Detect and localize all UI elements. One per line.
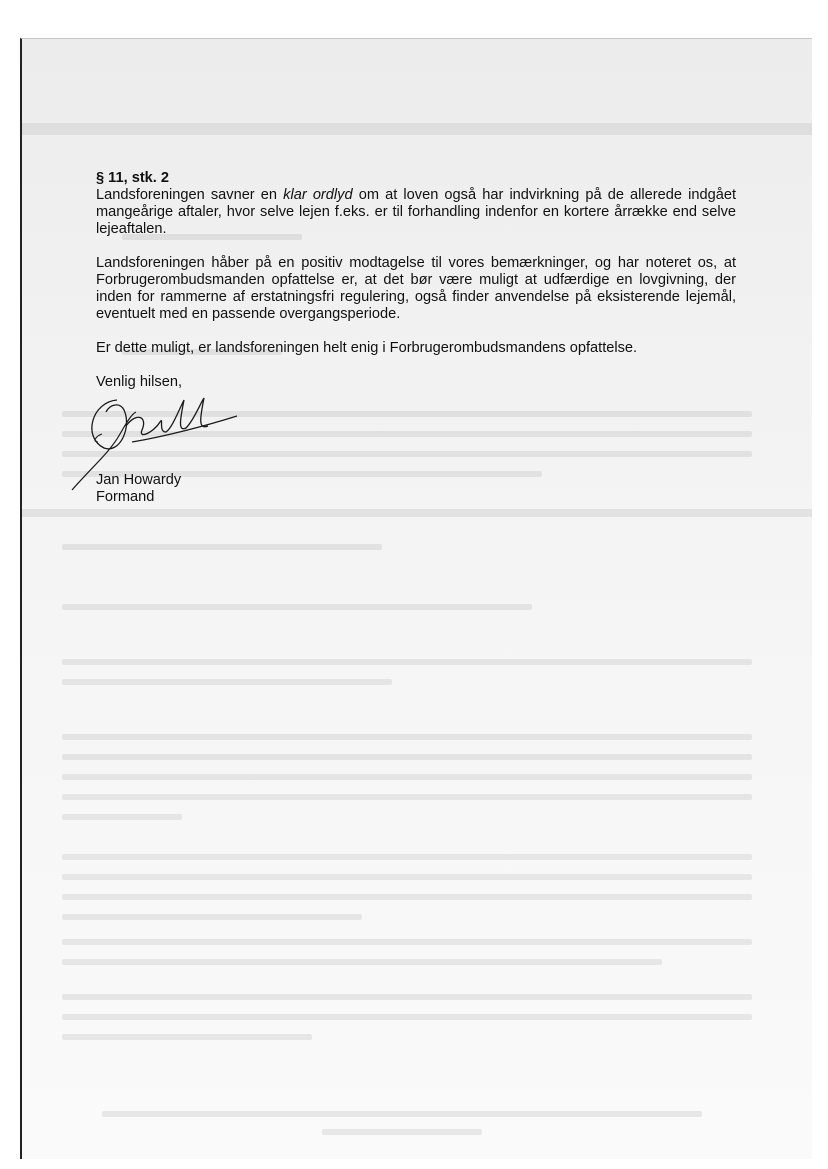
background-band xyxy=(22,123,812,135)
background-line xyxy=(62,794,752,800)
background-line xyxy=(62,914,362,920)
background-line xyxy=(62,894,752,900)
background-line xyxy=(62,939,752,945)
background-line xyxy=(62,1034,312,1040)
signer-title: Formand xyxy=(96,488,155,505)
letter-body xyxy=(96,170,736,506)
paragraph-text: om at loven også har indvirkning på de allerede indgået mangeårige aftaler, hvor selve lejen f.eks. er til forhandling indenfor en kortere årrække end selve lejeaftalen. xyxy=(96,187,736,237)
signature-block xyxy=(96,406,736,472)
background-band xyxy=(22,509,812,517)
background-line xyxy=(322,1129,482,1135)
background-line xyxy=(62,1014,752,1020)
background-line xyxy=(62,774,752,780)
background-line xyxy=(62,874,752,880)
background-line xyxy=(62,659,752,665)
background-line xyxy=(62,604,532,610)
background-line xyxy=(62,854,752,860)
paragraph-modtagelse: Landsforeningen håber på en positiv modtagelse til vores bemærkninger, og har noteret os, at Forbrugerombudsmanden opfattelse er, at det bør være muligt at udfærdige en lovgivning, der inden for rammerne af erstatningsfri regulering, også finder anvendelse på eksisterende lejemål, eventuelt med en passende overgangsperiode. xyxy=(96,255,736,322)
paragraph-conclusion: Er dette muligt, er landsforeningen helt enig i Forbrugerombudsmandens opfattelse. xyxy=(96,340,638,356)
closing-greeting: Venlig hilsen, xyxy=(96,374,183,390)
background-line xyxy=(62,959,662,965)
paragraph-ordlyd xyxy=(96,187,736,238)
paragraph-text: Landsforeningen savner en xyxy=(96,187,284,203)
section-heading: § 11, stk. 2 xyxy=(96,170,170,186)
background-line xyxy=(62,544,382,550)
background-line xyxy=(62,994,752,1000)
emphasis-text: klar ordlyd xyxy=(283,187,353,203)
background-line xyxy=(62,734,752,740)
signer-name: Jan Howardy xyxy=(96,471,182,488)
background-line xyxy=(102,1111,702,1117)
background-line xyxy=(62,679,392,685)
background-line xyxy=(62,814,182,820)
background-line xyxy=(62,754,752,760)
